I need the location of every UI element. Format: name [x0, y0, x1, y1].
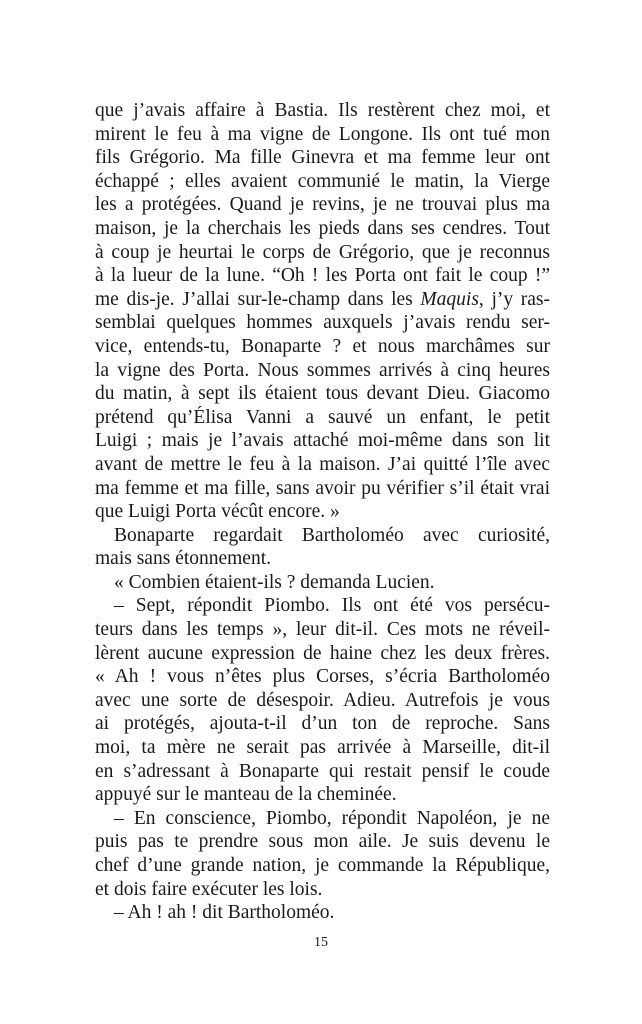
- text-line: lèrent aucune expression de haine chez les deux frères.: [95, 642, 550, 664]
- text-segment: , j’y ras-: [478, 288, 550, 310]
- text-line: avec une sorte de désespoir. Adieu. Autrefois je vous: [95, 689, 550, 711]
- text-line: à la lueur de la lune. “Oh ! les Porta ont fait le coup !”: [95, 265, 550, 287]
- text-line: – En conscience, Piombo, répondit Napoléon, je ne: [114, 807, 550, 829]
- text-line: échappé ; elles avaient communié le matin, la Vierge: [95, 170, 550, 192]
- text-line: du matin, à sept ils étaient tous devant Dieu. Giacomo: [95, 383, 550, 405]
- text-line: « Combien étaient-ils ? demanda Lucien.: [114, 571, 435, 593]
- text-line: et dois faire exécuter les lois.: [95, 878, 323, 900]
- page-number: 15: [314, 935, 328, 950]
- text-line: prétend qu’Élisa Vanni a sauvé un enfant, le petit: [95, 406, 550, 428]
- text-line: – Sept, répondit Piombo. Ils ont été vos persécu-: [114, 595, 550, 617]
- text-line: Luigi ; mais je l’avais attaché moi-même dans son lit: [95, 430, 550, 452]
- text-line: appuyé sur le manteau de la cheminée.: [95, 784, 397, 806]
- text-line: chef d’une grande nation, je commande la République,: [95, 855, 550, 876]
- text-line: avant de mettre le feu à la maison. J’ai quitté l’île avec: [95, 453, 550, 475]
- text-line: les a protégées. Quand je revins, je ne trouvai plus ma: [95, 194, 550, 216]
- text-line: mais sans étonnement.: [95, 548, 272, 570]
- text-line: fils Grégorio. Ma fille Ginevra et ma femme leur ont: [95, 147, 550, 169]
- text-line: en s’adressant à Bonaparte qui restait pensif le coude: [95, 760, 550, 782]
- text-line: semblai quelques hommes auxquels j’avais rendu ser-: [95, 312, 550, 334]
- text-line: – Ah ! ah ! dit Bartholoméo.: [114, 902, 335, 924]
- page-text-block: [95, 99, 550, 925]
- text-line: à coup je heurtai le corps de Grégorio, que je reconnus: [95, 241, 550, 263]
- text-segment: me dis-je. J’allai sur-le-champ dans les: [95, 288, 421, 310]
- text-line: que j’avais affaire à Bastia. Ils restèrent chez moi, et: [95, 100, 550, 121]
- text-line: vice, entends-tu, Bonaparte ? et nous marchâmes sur: [95, 335, 550, 357]
- text-line: ma femme et ma fille, sans avoir pu vérifier s’il était vrai: [95, 477, 550, 499]
- text-line: moi, ta mère ne serait pas arrivée à Marseille, dit-il: [95, 737, 550, 759]
- text-line: Bonaparte regardait Bartholoméo avec curiosité,: [114, 524, 550, 546]
- text-line: maison, je la cherchais les pieds dans ses cendres. Tout: [95, 217, 550, 239]
- text-line: [95, 288, 550, 312]
- italic-word: Maquis: [420, 288, 479, 310]
- text-line: la vigne des Porta. Nous sommes arrivés à cinq heures: [95, 359, 550, 381]
- text-line: teurs dans les temps », leur dit-il. Ces mots ne réveil-: [95, 619, 550, 641]
- text-line: puis pas te prendre sous mon aile. Je suis devenu le: [95, 831, 550, 853]
- text-line: mirent le feu à ma vigne de Longone. Ils ont tué mon: [95, 123, 550, 145]
- text-line: ai protégés, ajouta-t-il d’un ton de reproche. Sans: [95, 713, 550, 735]
- text-line: que Luigi Porta vécût encore. »: [95, 501, 340, 523]
- text-line: « Ah ! vous n’êtes plus Corses, s’écria Bartholoméo: [95, 666, 550, 688]
